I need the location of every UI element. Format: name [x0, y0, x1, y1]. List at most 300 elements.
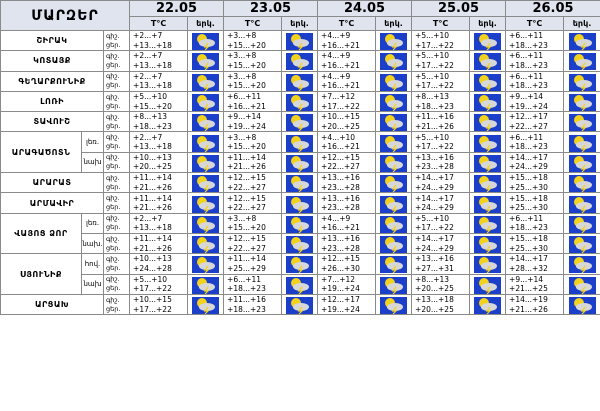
temp-column-header: T°C	[506, 17, 564, 31]
night-temperature: +4...+9	[321, 213, 351, 223]
night-temperature: +4...+10	[321, 132, 356, 142]
day-temperature: +21...+25	[509, 284, 548, 294]
day-temperature: +15...+20	[133, 101, 172, 111]
night-temperature: +5...+10	[133, 92, 168, 102]
partly-cloudy-thunderstorm-icon	[380, 114, 407, 131]
day-temperature: +18...+23	[509, 81, 548, 91]
weather-icon-cell	[470, 193, 506, 213]
table-row	[1, 233, 600, 253]
weather-icon-cell	[282, 274, 318, 294]
night-temperature: +13...+16	[321, 173, 360, 183]
temperature-cell	[224, 71, 282, 91]
night-temperature: +14...+17	[509, 152, 548, 162]
temperature-cell	[412, 233, 470, 253]
temperature-cell	[318, 132, 376, 152]
night-temperature: +5...+10	[415, 31, 450, 41]
weather-icon-cell	[188, 173, 224, 193]
night-temperature: +12...+15	[227, 234, 266, 244]
weather-icon-cell	[188, 294, 224, 314]
date-header: 24.05	[318, 1, 412, 17]
temperature-cell	[412, 71, 470, 91]
night-temperature: +11...+14	[227, 254, 266, 264]
partly-cloudy-thunderstorm-icon	[286, 135, 313, 152]
temperature-cell	[412, 31, 470, 51]
night-temperature: +6...+11	[227, 92, 262, 102]
weather-icon-cell	[470, 91, 506, 111]
weather-icon-cell	[282, 173, 318, 193]
night-label: գիշ.	[106, 72, 120, 81]
night-temperature: +14...+19	[509, 295, 548, 304]
weather-icon-cell	[376, 31, 412, 51]
temperature-cell	[224, 213, 282, 233]
partly-cloudy-thunderstorm-icon	[569, 216, 596, 233]
day-temperature: +20...+25	[415, 284, 454, 294]
day-temperature: +17...+22	[415, 81, 454, 91]
night-temperature: +11...+16	[227, 295, 266, 304]
weather-icon-cell	[282, 213, 318, 233]
day-night-labels	[104, 213, 130, 233]
partly-cloudy-thunderstorm-icon	[380, 256, 407, 273]
night-temperature: +8...+13	[415, 274, 450, 284]
day-temperature: +16...+21	[321, 40, 360, 50]
temperature-cell	[130, 294, 188, 314]
temperature-cell	[130, 31, 188, 51]
day-label: ցեր.	[106, 182, 121, 191]
partly-cloudy-thunderstorm-icon	[569, 196, 596, 213]
table-row	[1, 91, 600, 111]
partly-cloudy-thunderstorm-icon	[569, 155, 596, 172]
day-label: ցեր.	[106, 81, 121, 90]
day-temperature: +24...+29	[415, 182, 454, 192]
temperature-cell	[506, 173, 564, 193]
partly-cloudy-thunderstorm-icon	[192, 236, 219, 253]
night-label: գիշ.	[106, 112, 120, 121]
partly-cloudy-thunderstorm-icon	[192, 155, 219, 172]
weather-icon-cell	[470, 254, 506, 274]
weather-icon-cell	[188, 254, 224, 274]
temperature-cell	[224, 112, 282, 132]
night-temperature: +3...+8	[227, 213, 257, 223]
day-label: ցեր.	[106, 223, 121, 232]
table-row	[1, 71, 600, 91]
day-temperature: +21...+26	[133, 243, 172, 253]
subregion-label: լեռ.	[82, 213, 104, 233]
night-temperature: +2...+7	[133, 51, 163, 61]
day-temperature: +19...+24	[321, 304, 360, 314]
night-temperature: +5...+10	[415, 213, 450, 223]
partly-cloudy-thunderstorm-icon	[286, 155, 313, 172]
day-temperature: +15...+20	[227, 40, 266, 50]
night-temperature: +11...+16	[415, 112, 454, 122]
temperature-cell	[318, 31, 376, 51]
weather-icon-cell	[470, 51, 506, 71]
partly-cloudy-thunderstorm-icon	[192, 297, 219, 314]
temperature-cell	[224, 51, 282, 71]
temperature-cell	[506, 132, 564, 152]
temperature-cell	[506, 152, 564, 172]
day-temperature: +25...+29	[227, 263, 266, 273]
partly-cloudy-thunderstorm-icon	[569, 114, 596, 131]
weather-icon-cell	[282, 51, 318, 71]
night-temperature: +13...+16	[321, 234, 360, 244]
temperature-cell	[224, 31, 282, 51]
day-temperature: +24...+29	[415, 203, 454, 213]
temperature-cell	[412, 294, 470, 314]
forecast-body	[1, 31, 600, 315]
night-temperature: +7...+12	[321, 92, 356, 102]
night-temperature: +5...+10	[415, 132, 450, 142]
weather-icon-cell	[188, 213, 224, 233]
night-temperature: +11...+14	[133, 173, 172, 183]
day-night-labels	[104, 31, 130, 51]
temperature-cell	[318, 274, 376, 294]
night-temperature: +14...+17	[415, 193, 454, 203]
day-label: ցեր.	[106, 101, 121, 110]
partly-cloudy-thunderstorm-icon	[380, 155, 407, 172]
temp-column-header: T°C	[130, 17, 188, 31]
region-name: ՏԱՎՈՒՇ	[1, 112, 104, 132]
day-temperature: +18...+23	[509, 142, 548, 152]
temperature-cell	[130, 152, 188, 172]
night-label: գիշ.	[106, 234, 120, 243]
temperature-cell	[318, 112, 376, 132]
cloud-column-header: երկ.	[564, 17, 600, 31]
day-temperature: +15...+20	[227, 223, 266, 233]
partly-cloudy-thunderstorm-icon	[192, 256, 219, 273]
temperature-cell	[506, 71, 564, 91]
partly-cloudy-thunderstorm-icon	[569, 53, 596, 70]
day-temperature: +26...+30	[321, 263, 360, 273]
day-temperature: +15...+20	[227, 81, 266, 91]
night-temperature: +3...+8	[227, 132, 257, 142]
partly-cloudy-thunderstorm-icon	[192, 175, 219, 192]
night-temperature: +7...+12	[321, 274, 356, 284]
temperature-cell	[506, 51, 564, 71]
temperature-cell	[506, 31, 564, 51]
weather-icon-cell	[376, 193, 412, 213]
weather-icon-cell	[376, 132, 412, 152]
night-temperature: +6...+11	[509, 51, 544, 61]
temperature-cell	[318, 233, 376, 253]
partly-cloudy-thunderstorm-icon	[474, 135, 501, 152]
temp-column-header: T°C	[318, 17, 376, 31]
temperature-cell	[130, 193, 188, 213]
partly-cloudy-thunderstorm-icon	[192, 74, 219, 91]
day-temperature: +24...+29	[509, 162, 548, 172]
weather-icon-cell	[470, 274, 506, 294]
night-temperature: +11...+14	[133, 234, 172, 244]
partly-cloudy-thunderstorm-icon	[192, 135, 219, 152]
weather-icon-cell	[188, 132, 224, 152]
day-temperature: +15...+20	[227, 60, 266, 70]
partly-cloudy-thunderstorm-icon	[380, 196, 407, 213]
night-temperature: +9...+14	[509, 274, 544, 284]
night-temperature: +2...+7	[133, 71, 163, 81]
partly-cloudy-thunderstorm-icon	[474, 114, 501, 131]
day-label: ցեր.	[106, 263, 121, 272]
day-temperature: +17...+22	[415, 223, 454, 233]
night-temperature: +2...+7	[133, 213, 163, 223]
table-row	[1, 51, 600, 71]
table-row	[1, 31, 600, 51]
day-label: ցեր.	[106, 121, 121, 130]
temperature-cell	[412, 213, 470, 233]
weather-icon-cell	[282, 91, 318, 111]
night-temperature: +15...+18	[509, 234, 548, 244]
day-temperature: +17...+22	[415, 40, 454, 50]
weather-icon-cell	[564, 152, 600, 172]
day-temperature: +23...+28	[415, 162, 454, 172]
partly-cloudy-thunderstorm-icon	[474, 155, 501, 172]
night-temperature: +15...+18	[509, 173, 548, 183]
weather-icon-cell	[188, 91, 224, 111]
temperature-cell	[506, 91, 564, 111]
night-label: գիշ.	[106, 92, 120, 101]
region-name: ԳԵՂԱՐՔՈՒՆԻՔ	[1, 71, 104, 91]
temperature-cell	[224, 294, 282, 314]
day-label: ցեր.	[106, 203, 121, 212]
night-temperature: +6...+11	[509, 132, 544, 142]
cloud-column-header: երկ.	[470, 17, 506, 31]
weather-icon-cell	[376, 71, 412, 91]
day-temperature: +23...+28	[321, 243, 360, 253]
night-temperature: +5...+10	[133, 274, 168, 284]
day-temperature: +21...+26	[509, 304, 548, 314]
partly-cloudy-thunderstorm-icon	[192, 53, 219, 70]
partly-cloudy-thunderstorm-icon	[286, 216, 313, 233]
date-header: 23.05	[224, 1, 318, 17]
night-temperature: +8...+13	[415, 92, 450, 102]
table-row	[1, 112, 600, 132]
day-temperature: +28...+32	[509, 263, 548, 273]
weather-icon-cell	[470, 71, 506, 91]
night-temperature: +12...+15	[227, 193, 266, 203]
temperature-cell	[412, 51, 470, 71]
night-temperature: +10...+15	[321, 112, 360, 122]
day-night-labels	[104, 173, 130, 193]
night-temperature: +3...+8	[227, 71, 257, 81]
night-temperature: +13...+16	[415, 254, 454, 264]
day-night-labels	[104, 51, 130, 71]
partly-cloudy-thunderstorm-icon	[569, 297, 596, 314]
weather-icon-cell	[376, 112, 412, 132]
day-temperature: +19...+24	[509, 101, 548, 111]
partly-cloudy-thunderstorm-icon	[569, 33, 596, 50]
partly-cloudy-thunderstorm-icon	[286, 236, 313, 253]
weather-icon-cell	[282, 233, 318, 253]
partly-cloudy-thunderstorm-icon	[474, 277, 501, 294]
night-temperature: +3...+8	[227, 51, 257, 61]
partly-cloudy-thunderstorm-icon	[474, 216, 501, 233]
day-temperature: +18...+23	[227, 284, 266, 294]
night-temperature: +14...+17	[415, 173, 454, 183]
weather-icon-cell	[564, 294, 600, 314]
weather-icon-cell	[376, 233, 412, 253]
partly-cloudy-thunderstorm-icon	[569, 256, 596, 273]
day-temperature: +16...+21	[321, 81, 360, 91]
partly-cloudy-thunderstorm-icon	[192, 196, 219, 213]
weather-icon-cell	[564, 91, 600, 111]
day-temperature: +20...+25	[415, 304, 454, 314]
weather-icon-cell	[470, 31, 506, 51]
day-temperature: +13...+18	[133, 142, 172, 152]
temperature-cell	[318, 294, 376, 314]
region-name: ՎԱՅՈՑ ՁՈՐ	[1, 213, 82, 254]
temperature-cell	[130, 274, 188, 294]
day-temperature: +18...+23	[227, 304, 266, 314]
table-row	[1, 193, 600, 213]
cloud-column-header: երկ.	[282, 17, 318, 31]
day-temperature: +24...+29	[415, 243, 454, 253]
weather-icon-cell	[470, 233, 506, 253]
temperature-cell	[130, 254, 188, 274]
partly-cloudy-thunderstorm-icon	[286, 33, 313, 50]
day-temperature: +19...+24	[321, 284, 360, 294]
day-temperature: +21...+26	[133, 182, 172, 192]
day-temperature: +16...+21	[321, 223, 360, 233]
day-temperature: +22...+27	[227, 182, 266, 192]
weather-icon-cell	[188, 233, 224, 253]
night-temperature: +11...+14	[227, 152, 266, 162]
night-temperature: +13...+16	[321, 193, 360, 203]
weather-icon-cell	[282, 112, 318, 132]
night-temperature: +9...+14	[509, 92, 544, 102]
temperature-cell	[224, 91, 282, 111]
day-temperature: +19...+24	[227, 121, 266, 131]
weather-icon-cell	[188, 51, 224, 71]
day-night-labels	[104, 71, 130, 91]
weather-icon-cell	[564, 274, 600, 294]
night-temperature: +14...+17	[509, 254, 548, 264]
temperature-cell	[130, 112, 188, 132]
weather-icon-cell	[564, 233, 600, 253]
day-temperature: +16...+21	[227, 101, 266, 111]
weather-icon-cell	[282, 254, 318, 274]
temperature-cell	[506, 193, 564, 213]
date-header: 25.05	[412, 1, 506, 17]
temperature-cell	[224, 173, 282, 193]
day-label: ցեր.	[106, 284, 121, 293]
day-label: ցեր.	[106, 60, 121, 69]
weather-icon-cell	[282, 31, 318, 51]
partly-cloudy-thunderstorm-icon	[380, 175, 407, 192]
night-temperature: +4...+9	[321, 31, 351, 41]
weather-icon-cell	[470, 152, 506, 172]
weather-icon-cell	[564, 173, 600, 193]
partly-cloudy-thunderstorm-icon	[569, 74, 596, 91]
temperature-cell	[318, 213, 376, 233]
temp-column-header: T°C	[224, 17, 282, 31]
day-temperature: +18...+23	[133, 121, 172, 131]
day-temperature: +22...+27	[321, 162, 360, 172]
weather-icon-cell	[282, 193, 318, 213]
table-row	[1, 294, 600, 314]
region-name: ԿՈՏԱՅՔ	[1, 51, 104, 71]
partly-cloudy-thunderstorm-icon	[380, 297, 407, 314]
night-temperature: +5...+10	[415, 71, 450, 81]
partly-cloudy-thunderstorm-icon	[286, 94, 313, 111]
region-name: ՍՅՈՒՆԻՔ	[1, 254, 82, 295]
partly-cloudy-thunderstorm-icon	[192, 114, 219, 131]
day-temperature: +22...+27	[227, 203, 266, 213]
weather-icon-cell	[564, 193, 600, 213]
temperature-cell	[318, 193, 376, 213]
subregion-label: հով.	[82, 254, 104, 274]
table-row	[1, 173, 600, 193]
night-temperature: +12...+15	[227, 173, 266, 183]
night-temperature: +6...+11	[227, 274, 262, 284]
temperature-cell	[224, 193, 282, 213]
region-name: ԱՐԱՐԱՏ	[1, 173, 104, 193]
day-night-labels	[104, 132, 130, 152]
partly-cloudy-thunderstorm-icon	[286, 114, 313, 131]
temperature-cell	[130, 91, 188, 111]
night-temperature: +12...+15	[321, 254, 360, 264]
partly-cloudy-thunderstorm-icon	[474, 256, 501, 273]
subregion-label: լեռ.	[82, 132, 104, 152]
weather-icon-cell	[282, 132, 318, 152]
weather-icon-cell	[376, 173, 412, 193]
day-temperature: +22...+27	[509, 121, 548, 131]
day-temperature: +17...+22	[133, 284, 172, 294]
day-temperature: +13...+18	[133, 81, 172, 91]
region-name: ՇԻՐԱԿ	[1, 31, 104, 51]
day-temperature: +16...+21	[321, 60, 360, 70]
temperature-cell	[224, 254, 282, 274]
temperature-cell	[412, 193, 470, 213]
night-label: գիշ.	[106, 173, 120, 182]
temperature-cell	[412, 91, 470, 111]
table-row	[1, 152, 600, 172]
weather-icon-cell	[282, 71, 318, 91]
weather-icon-cell	[188, 71, 224, 91]
partly-cloudy-thunderstorm-icon	[569, 236, 596, 253]
night-label: գիշ.	[106, 153, 120, 162]
temperature-cell	[412, 152, 470, 172]
night-temperature: +13...+16	[415, 152, 454, 162]
day-temperature: +21...+26	[415, 121, 454, 131]
region-name: ԼՈՌԻ	[1, 91, 104, 111]
partly-cloudy-thunderstorm-icon	[192, 277, 219, 294]
day-temperature: +25...+30	[509, 203, 548, 213]
day-temperature: +13...+18	[133, 223, 172, 233]
day-night-labels	[104, 152, 130, 172]
day-temperature: +20...+25	[321, 121, 360, 131]
date-header: 26.05	[506, 1, 600, 17]
partly-cloudy-thunderstorm-icon	[474, 236, 501, 253]
temperature-cell	[224, 233, 282, 253]
night-temperature: +2...+7	[133, 31, 163, 41]
partly-cloudy-thunderstorm-icon	[286, 196, 313, 213]
night-temperature: +10...+13	[133, 254, 172, 264]
partly-cloudy-thunderstorm-icon	[192, 94, 219, 111]
day-label: ցեր.	[106, 40, 121, 49]
temperature-cell	[224, 132, 282, 152]
partly-cloudy-thunderstorm-icon	[192, 216, 219, 233]
temperature-cell	[318, 51, 376, 71]
partly-cloudy-thunderstorm-icon	[380, 33, 407, 50]
night-temperature: +12...+15	[321, 152, 360, 162]
region-name: ԱՐՑԱԽ	[1, 294, 104, 314]
weather-icon-cell	[376, 213, 412, 233]
temperature-cell	[318, 71, 376, 91]
partly-cloudy-thunderstorm-icon	[380, 135, 407, 152]
weather-icon-cell	[564, 213, 600, 233]
night-label: գիշ.	[106, 295, 120, 304]
day-temperature: +25...+30	[509, 182, 548, 192]
subregion-label: նախ.	[82, 233, 104, 253]
table-row	[1, 213, 600, 233]
